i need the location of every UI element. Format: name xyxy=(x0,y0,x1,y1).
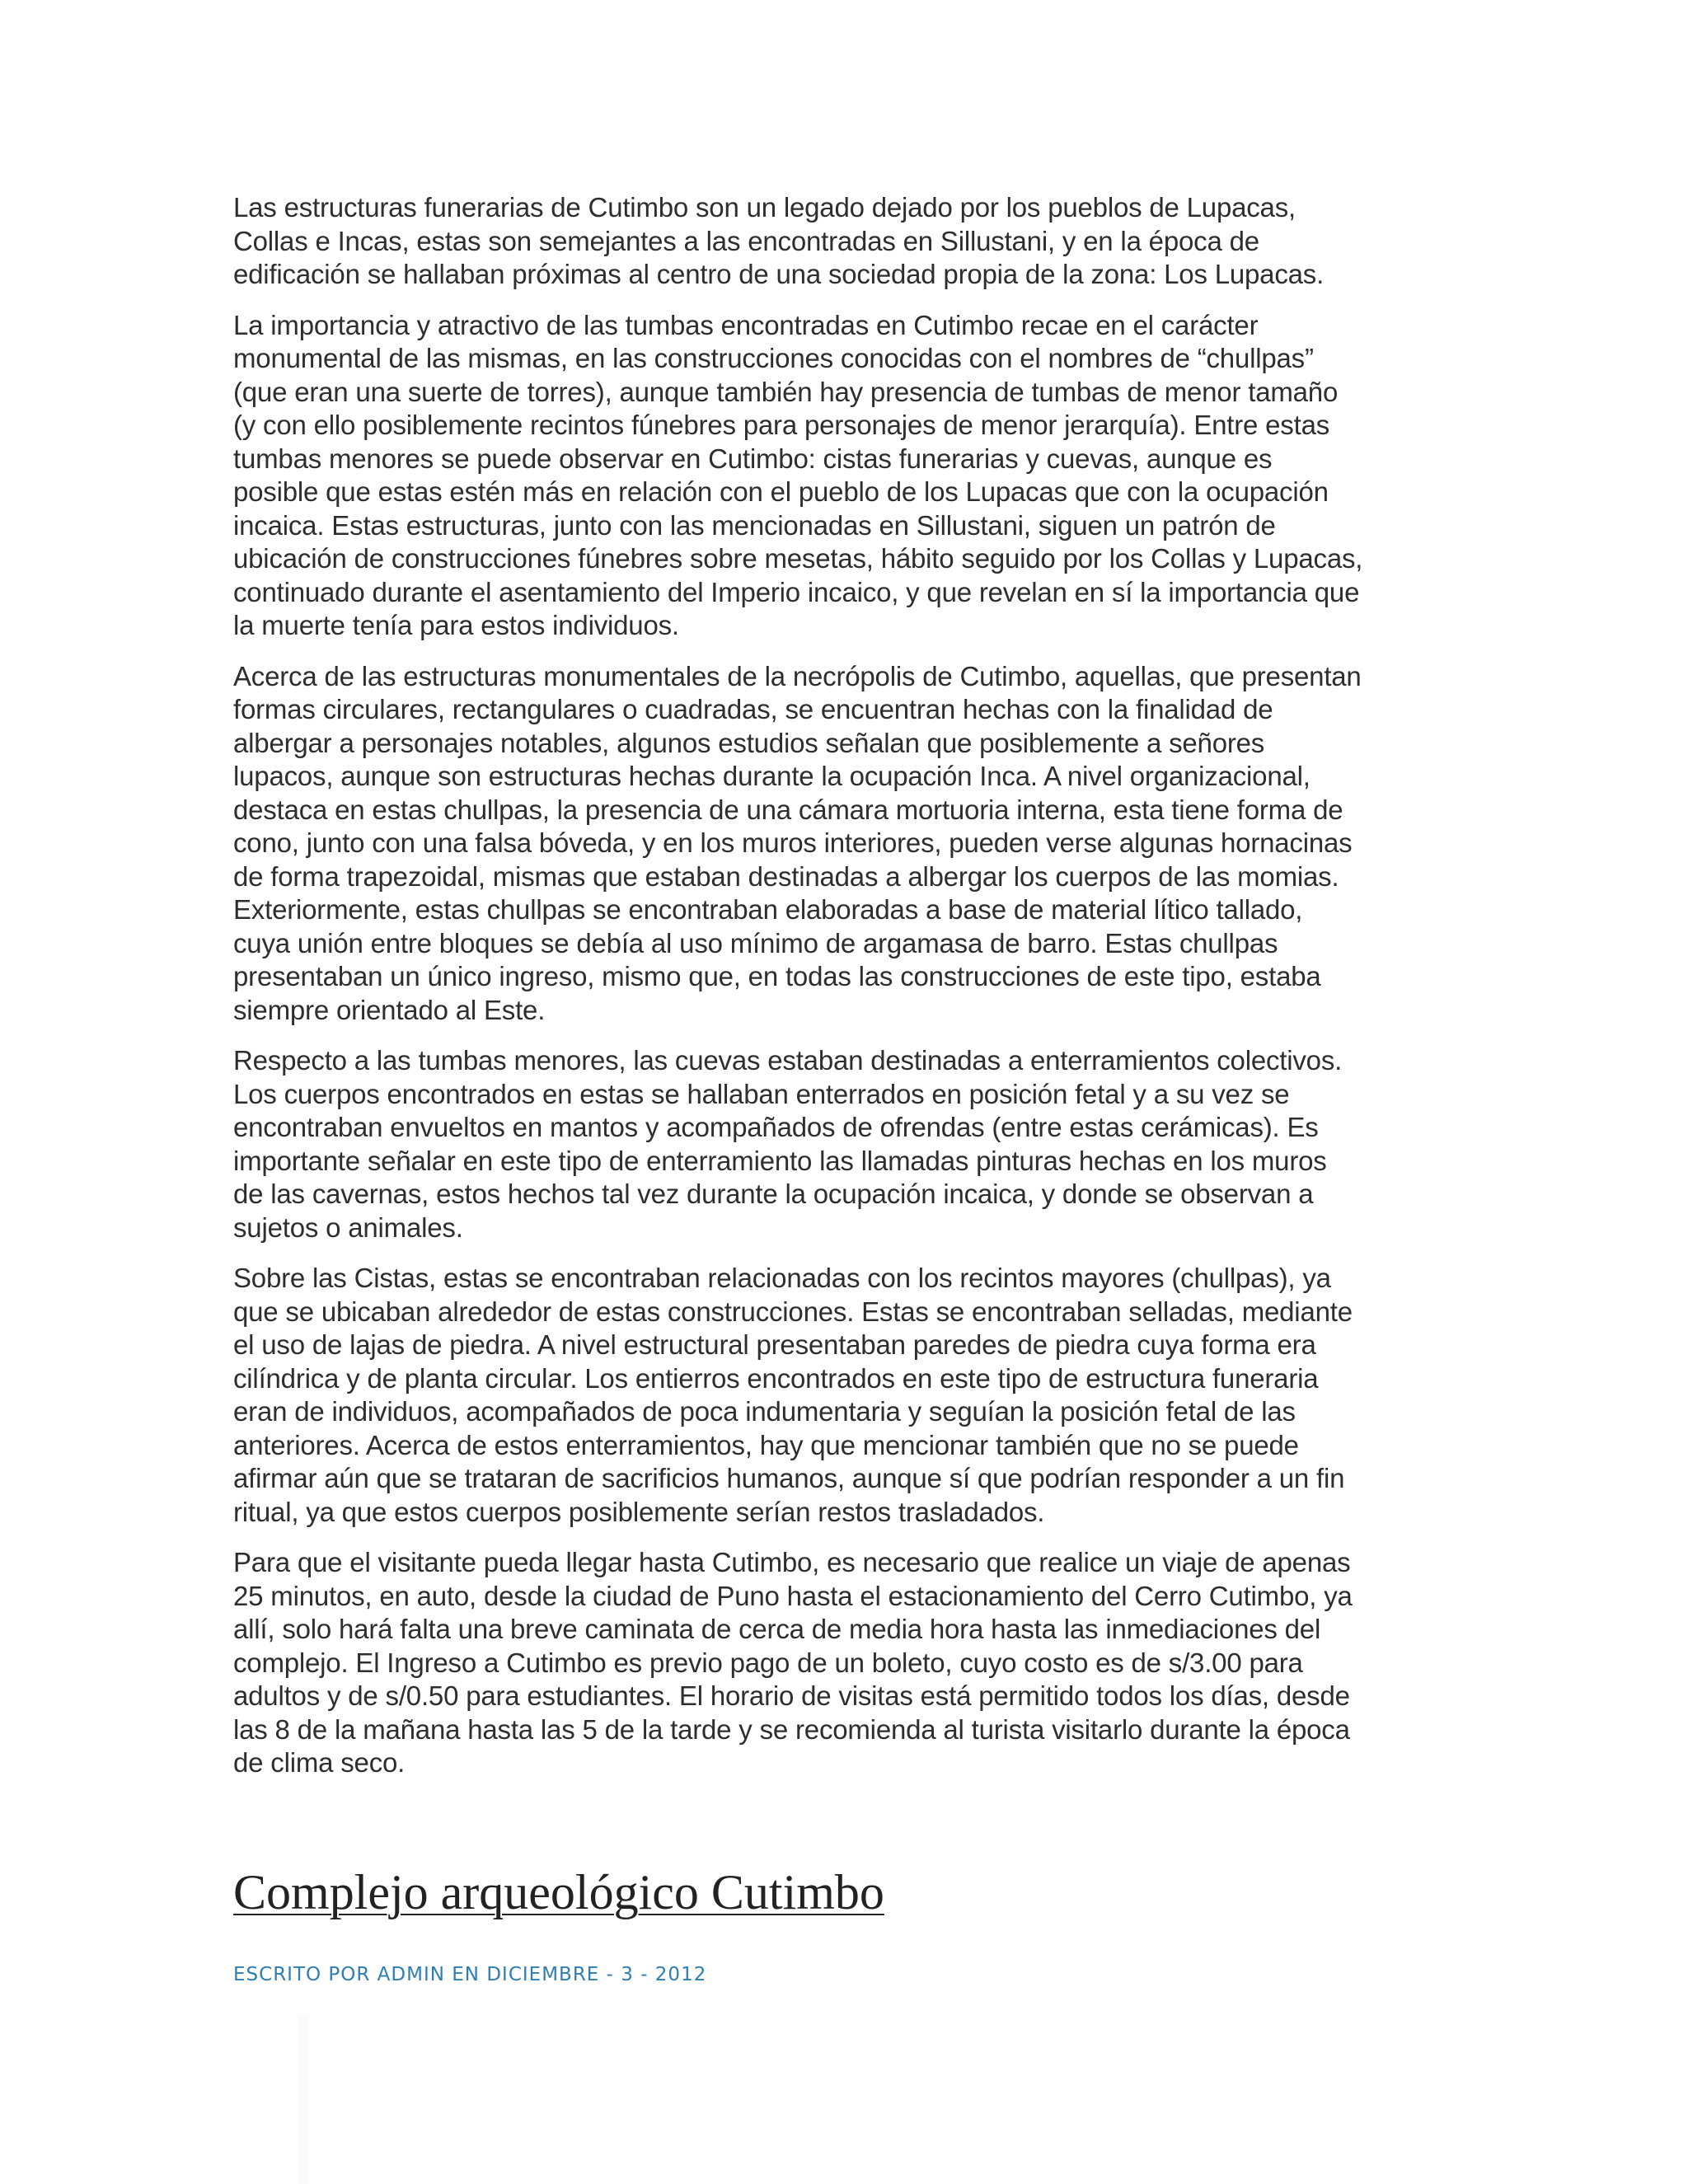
paragraph-6: Para que el visitante pueda llegar hasta Cutimbo, es necesario que realice un viaje de apenas 25 minutos, en auto, desde la ciudad de Puno hasta el estacionamiento del Cerro Cutimbo, ya allí, solo hará falta una breve caminata de cerca de media hora hasta las inmediaciones del complejo. El Ingreso a Cutimbo es previo pago de un boleto, cuyo costo es de s/3.00 para adultos y de s/0.50 para estudiantes. El horario de visitas está permitido todos los días, desde las 8 de la mañana hasta las 5 de la tarde y se recomienda al turista visitarlo durante la época de clima seco. xyxy=(233,1547,1353,1778)
paragraph-3: Acerca de las estructuras monumentales de la necrópolis de Cutimbo, aquellas, que presentan formas circulares, rectangulares o cuadradas, se encuentran hechas con la finalidad de albergar a personajes notables, algunos estudios señalan que posiblemente a señores lupacos, aunque son estructuras hechas durante la ocupación Inca. A nivel organizacional, destaca en estas chullpas, la presencia de una cámara mortuoria interna, esta tiene forma de cono, junto con una falsa bóveda, y en los muros interiores, pueden verse algunas hornacinas de forma trapezoidal, mismas que estaban destinadas a albergar los cuerpos de las momias. Exteriormente, estas chullpas se encontraban elaboradas a base de material lítico tallado, cuya unión entre bloques se debía al uso mínimo de argamasa de barro. Estas chullpas presentaban un único ingreso, mismo que, en todas las construcciones de este tipo, estaba siempre orientado al Este. xyxy=(233,660,1362,1025)
faint-divider xyxy=(299,2015,307,2184)
article-title-link[interactable]: Complejo arqueológico Cutimbo xyxy=(233,1865,884,1919)
article-byline: ESCRITO POR ADMIN EN DICIEMBRE - 3 - 2012 xyxy=(233,1964,707,1985)
article-body xyxy=(233,191,1457,1797)
paragraph-1: Las estructuras funerarias de Cutimbo son un legado dejado por los pueblos de Lupacas, Collas e Incas, estas son semejantes a las encontradas en Sillustani, y en la época de edificación se hallaban próximas al centro de una sociedad propia de la zona: Los Lupacas. xyxy=(233,192,1325,289)
paragraph-4: Respecto a las tumbas menores, las cuevas estaban destinadas a enterramientos colectivos. Los cuerpos encontrados en estas se hallaban enterrados en posición fetal y a su vez se encontraban envueltos en mantos y acompañados de ofrendas (entre estas cerámicas). Es importante señalar en este tipo de enterramiento las llamadas pinturas hechas en los muros de las cavernas, estos hechos tal vez durante la ocupación incaica, y donde se observan a sujetos o animales. xyxy=(233,1045,1343,1243)
paragraph-2: La importancia y atractivo de las tumbas encontradas en Cutimbo recae en el carácter monumental de las mismas, en las construcciones conocidas con el nombres de “chullpas” (que eran una suerte de torres), aunque también hay presencia de tumbas de menor tamaño (y con ello posiblemente recintos fúnebres para personajes de menor jerarquía). Entre estas tumbas menores se puede observar en Cutimbo: cistas funerarias y cuevas, aunque es posible que estas estén más en relación con el pueblo de los Lupacas que con la ocupación incaica. Estas estructuras, junto con las mencionadas en Sillustani, siguen un patrón de ubicación de construcciones fúnebres sobre mesetas, hábito seguido por los Collas y Lupacas, continuado durante el asentamiento del Imperio incaico, y que revelan en sí la importancia que la muerte tenía para estos individuos. xyxy=(233,309,1363,640)
paragraph-5: Sobre las Cistas, estas se encontraban relacionadas con los recintos mayores (chullpas), ya que se ubicaban alrededor de estas construcciones. Estas se encontraban selladas, mediante el uso de lajas de piedra. A nivel estructural presentaban paredes de piedra cuya forma era cilíndrica y de planta circular. Los entierros encontrados en este tipo de estructura funeraria eran de individuos, acompañados de poca indumentaria y seguían la posición fetal de las anteriores. Acerca de estos enterramientos, hay que mencionar también que no se puede afirmar aún que se trataran de sacrificios humanos, aunque sí que podrían responder a un fin ritual, ya que estos cuerpos posiblemente serían restos trasladados. xyxy=(233,1263,1353,1527)
